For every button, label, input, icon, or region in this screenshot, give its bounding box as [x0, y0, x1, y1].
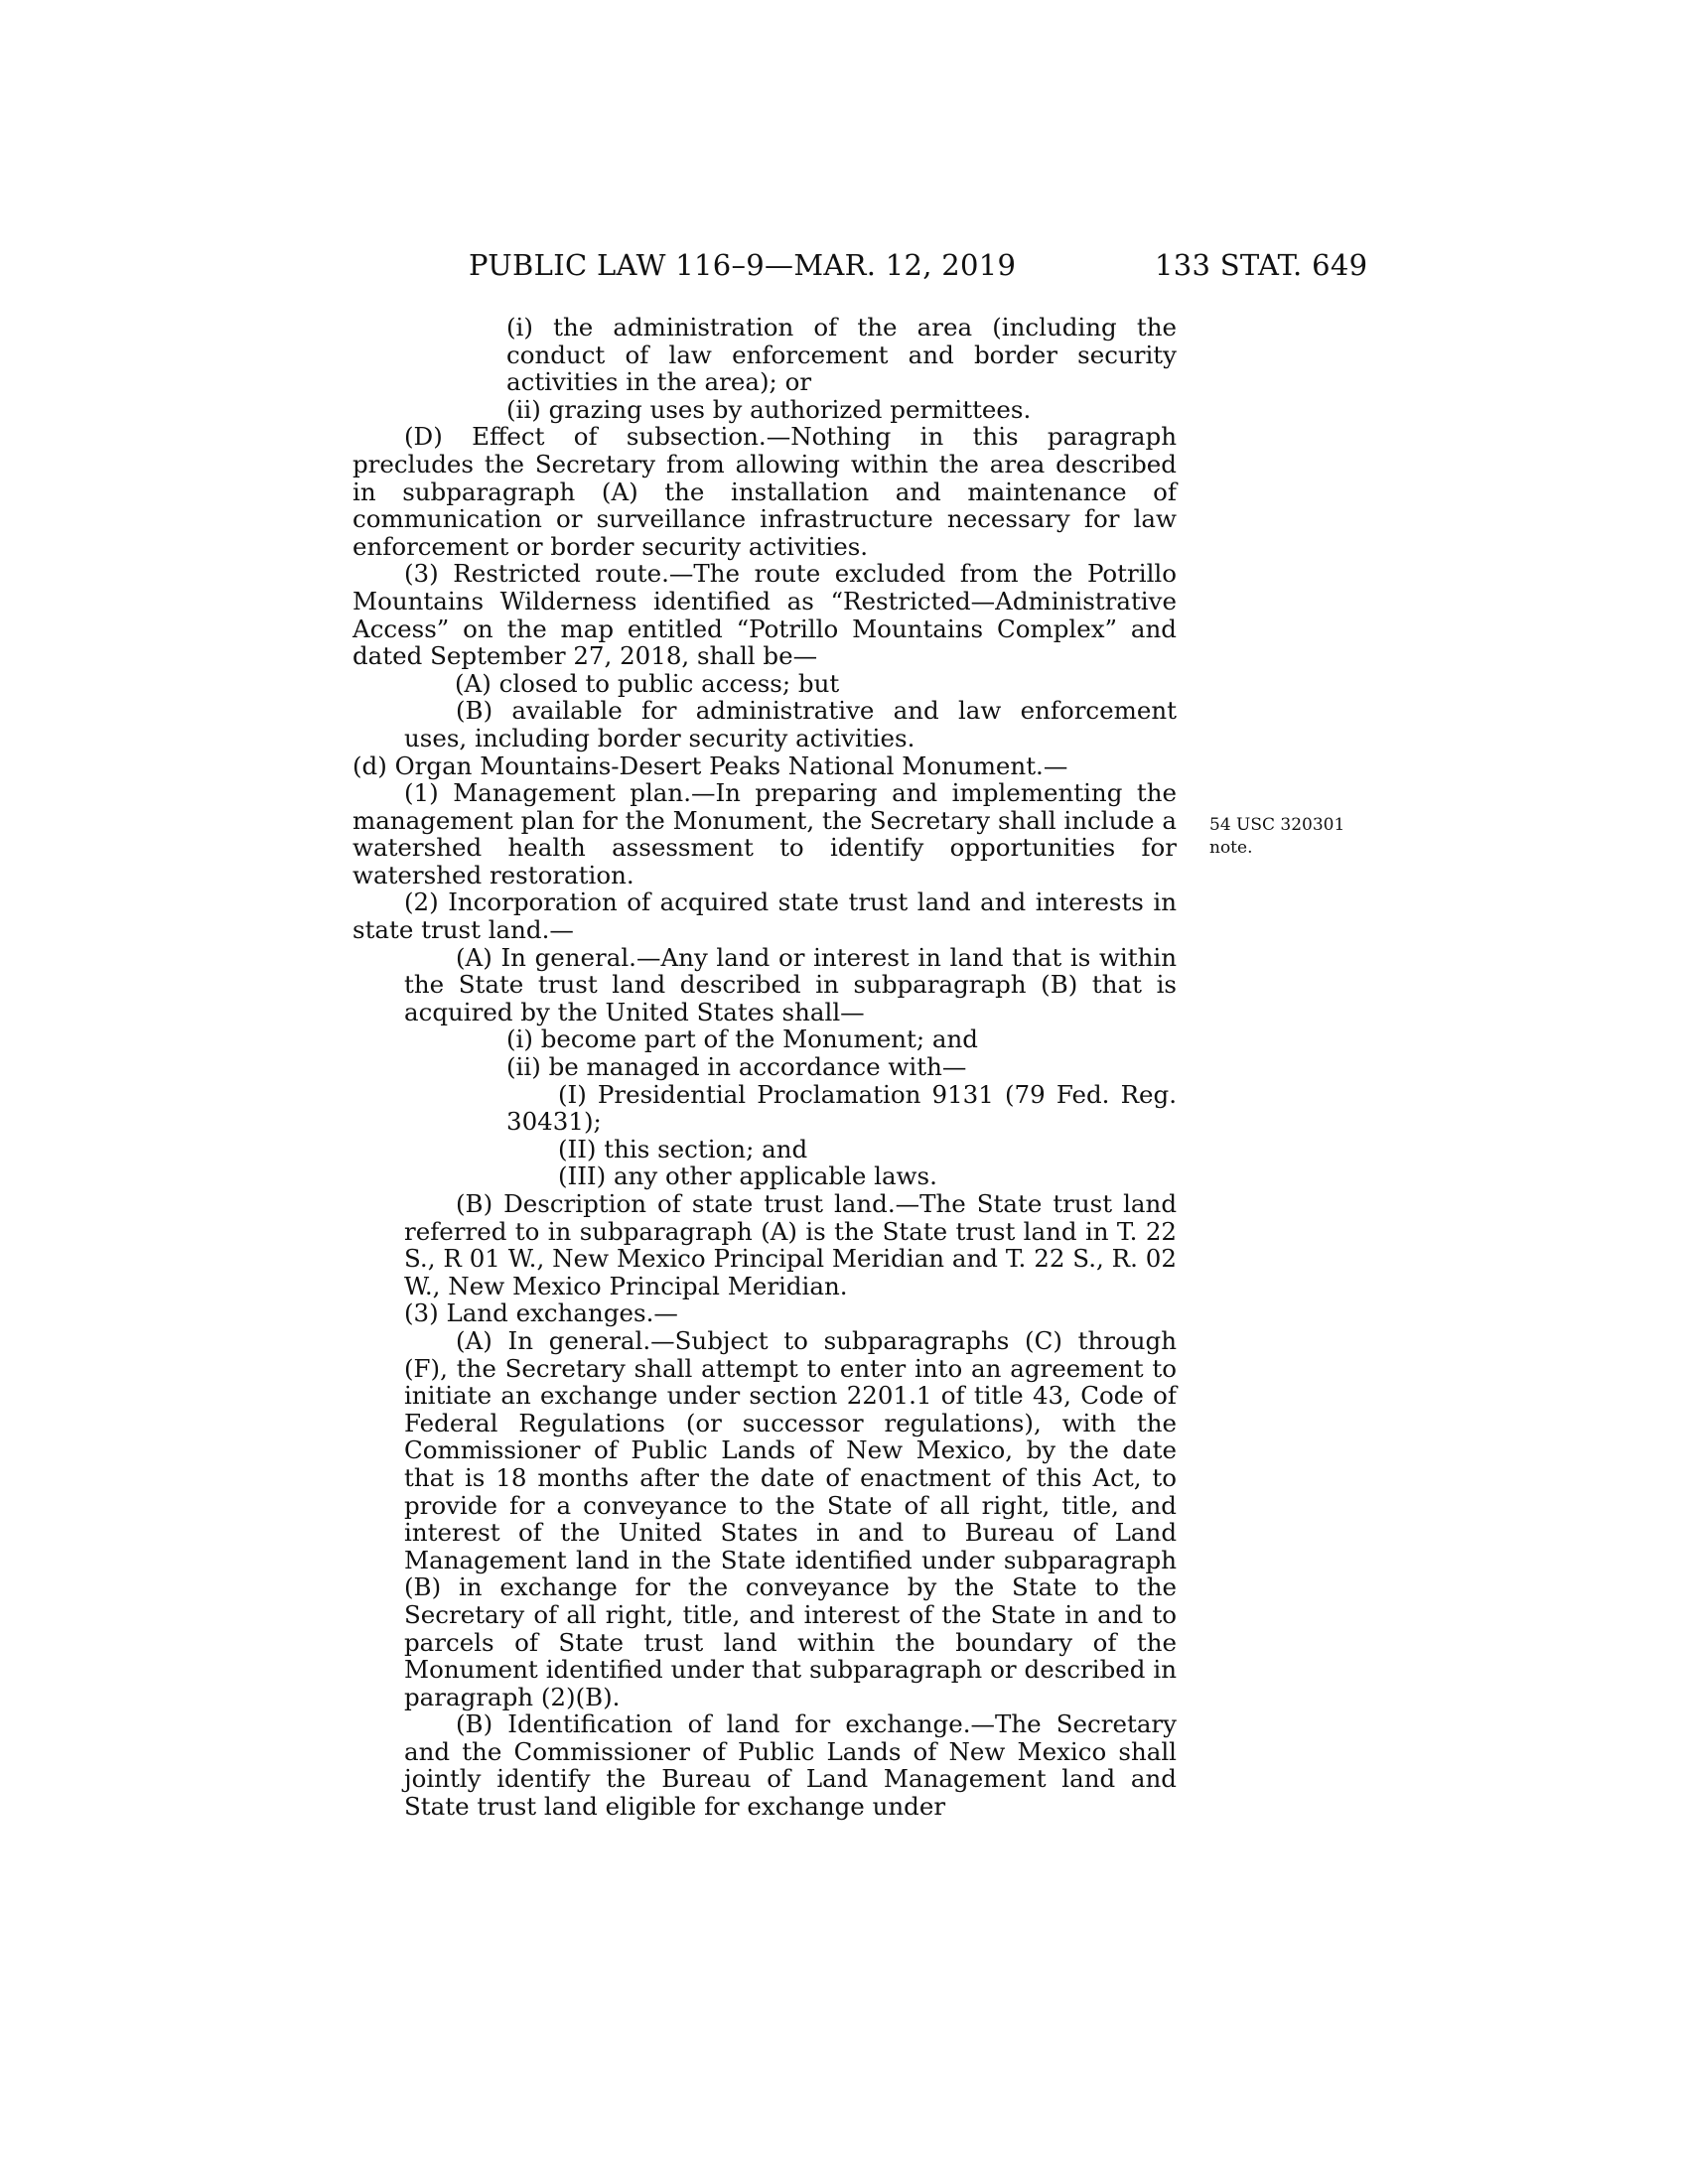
- subclause-i-proclamation: (I) Presidential Proclamation 9131 (79 Fed. Reg. 30431);: [506, 1079, 1177, 1137]
- statute-page-number: 133 STAT. 649: [1155, 248, 1368, 282]
- clause-i-administration: (i) the administration of the area (including the conduct of law enforcement and border security activities in the area); or: [506, 313, 1177, 397]
- subparagraph-b-description: (B) Description of state trust land.—The State trust land referred to in subparagraph (A) is the State trust land in T. 22 S., R 01 W., New Mexico Principal Meridian and T. 22 S., R. 02 W., New Mexico Principal Meridian.: [404, 1189, 1177, 1300]
- subsection-d-heading: (d) Organ Mountains-Desert Peaks National Monument.—: [352, 751, 1068, 780]
- subparagraph-a-in-general: (A) In general.—Any land or interest in land that is within the State trust land described in subparagraph (B) that is acquired by the United States shall—: [404, 942, 1177, 1026]
- clause-i-monument: (i) become part of the Monument; and: [506, 1024, 978, 1054]
- subparagraph-b-identification: (B) Identification of land for exchange.—The Secretary and the Commissioner of Public Lands of New Mexico shall jointly identify the Bureau of Land Management land and State trust land eligible for exchange under: [404, 1709, 1177, 1822]
- page-header: [0, 248, 1688, 288]
- paragraph-3-restricted-route: (3) Restricted route.—The route excluded from the Potrillo Mountains Wilderness identified as “Restricted—Administrative Access” on the map entitled “Potrillo Mountains Complex” and dated September 27, 2018, shall be—: [352, 559, 1177, 671]
- paragraph-1-management-plan: (1) Management plan.—In preparing and implementing the management plan for the Monument, the Secretary shall include a watershed health assessment to identify opportunities for watershed restoration.: [352, 778, 1177, 889]
- subparagraph-b-available: (B) available for administrative and law enforcement uses, including border security activities.: [404, 696, 1177, 752]
- clause-ii-managed: (ii) be managed in accordance with—: [506, 1052, 967, 1082]
- paragraph-3-land-exchanges: (3) Land exchanges.—: [404, 1298, 678, 1328]
- subparagraph-a-exchange: (A) In general.—Subject to subparagraphs (C) through (F), the Secretary shall attempt to enter into an agreement to initiate an exchange under section 2201.1 of title 43, Code of Federal Regulations (or successor regulations), with the Commissioner of Public Lands of New Mexico, by the date that is 18 months after the date of enactment of this Act, to provide for a conveyance to the State of all right, title, and interest of the United States in and to Bureau of Land Management land in the State identified under subparagraph (B) in exchange for the conveyance by the State to the Secretary of all right, title, and interest of the State in and to parcels of State trust land within the boundary of the Monument identified under that subparagraph or described in paragraph (2)(B).: [404, 1325, 1177, 1711]
- running-head-title: PUBLIC LAW 116–9—MAR. 12, 2019: [469, 248, 1017, 282]
- subparagraph-d-effect: (D) Effect of subsection.—Nothing in this paragraph precludes the Secretary from allowing within the area described in subparagraph (A) the installation and maintenance of communication or surveillance infrastructure necessary for law enforcement or border security activities.: [352, 422, 1177, 561]
- margin-note-citation: 54 USC 320301: [1209, 815, 1345, 835]
- subclause-ii-section: (II) this section; and: [558, 1134, 808, 1163]
- paragraph-2-incorporation: (2) Incorporation of acquired state trust land and interests in state trust land.—: [352, 887, 1177, 945]
- margin-note-suffix: note.: [1209, 838, 1253, 858]
- clause-ii-grazing: (ii) grazing uses by authorized permittees.: [506, 394, 1032, 424]
- subparagraph-a-closed: (A) closed to public access; but: [455, 668, 840, 698]
- page-body: [352, 314, 1177, 1821]
- subclause-iii-laws: (III) any other applicable laws.: [558, 1161, 937, 1191]
- margin-note: [1209, 814, 1408, 860]
